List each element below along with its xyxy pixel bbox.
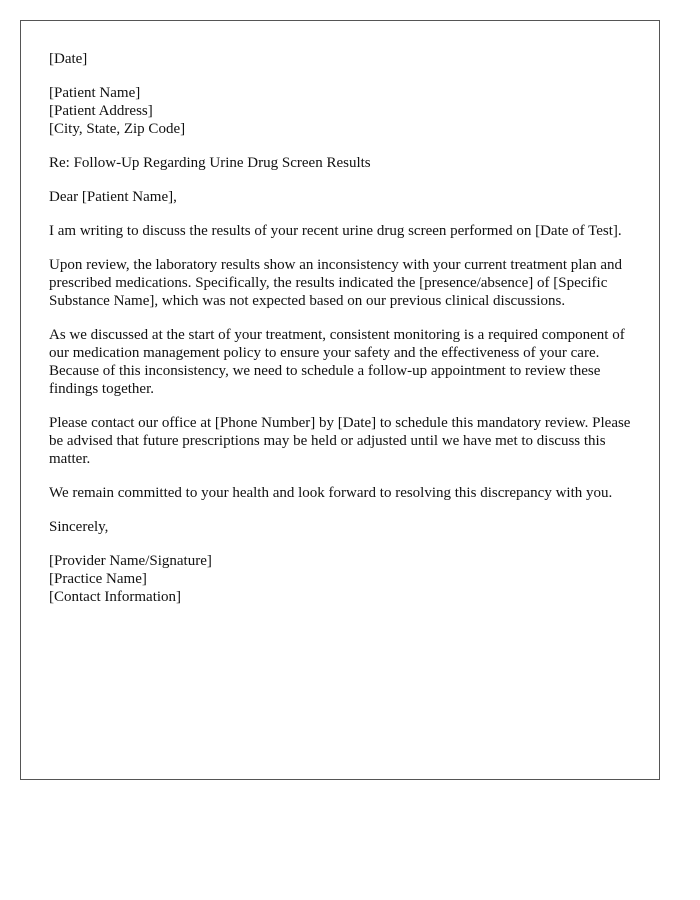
body-paragraph-policy: As we discussed at the start of your treatment, consistent monitoring is a required component of our medication management policy to ensure your safety and the effectiveness of your care. Because of this inconsistency, we need to schedule a follow-up appointment to review these findings together. <box>49 327 625 397</box>
date-line <box>49 50 631 68</box>
body-paragraph-contact: Please contact our office at [Phone Number] by [Date] to schedule this mandatory review. Please be advised that future prescriptions may be held or adjusted until we have met to discuss this matter. <box>49 415 631 467</box>
recipient-address-block <box>49 84 631 138</box>
provider-signature: [Provider Name/Signature] <box>49 553 212 569</box>
salutation: Dear [Patient Name], <box>49 189 177 205</box>
signature-block <box>49 552 631 606</box>
letter-page <box>20 20 660 780</box>
practice-name: [Practice Name] <box>49 571 147 587</box>
body-paragraph-commitment: We remain committed to your health and look forward to resolving this discrepancy with you. <box>49 485 613 501</box>
letter-content <box>49 50 631 622</box>
letter-date: [Date] <box>49 51 88 67</box>
recipient-address: [Patient Address] <box>49 103 153 119</box>
recipient-name: [Patient Name] <box>49 85 141 101</box>
recipient-city-state-zip: [City, State, Zip Code] <box>49 121 186 137</box>
closing: Sincerely, <box>49 519 109 535</box>
subject-line: Re: Follow-Up Regarding Urine Drug Screen Results <box>49 155 371 171</box>
contact-information: [Contact Information] <box>49 589 182 605</box>
body-paragraph-intro: I am writing to discuss the results of your recent urine drug screen performed on [Date of Test]. <box>49 223 622 239</box>
body-paragraph-results: Upon review, the laboratory results show an inconsistency with your current treatment plan and prescribed medications. Specifically, the results indicated the [presence/absence] of [Specific Substance Name], which was not expected based on our previous clinical discussions. <box>49 257 623 309</box>
